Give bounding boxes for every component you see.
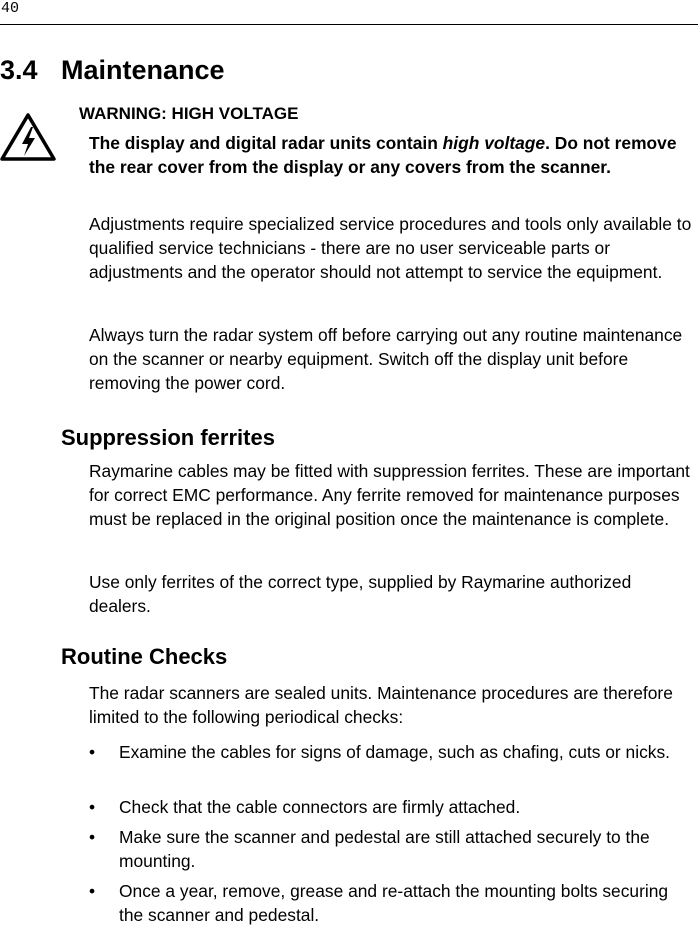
section-title-text: Maintenance: [61, 55, 225, 85]
list-item: [89, 740, 696, 764]
list-item: [89, 795, 696, 819]
warning-paragraph-2: Always turn the radar system off before carrying out any routine maintenance on the scanner or nearby equipment. Switch off the display unit before removing the power cord.: [89, 325, 683, 393]
bullet-symbol: •: [89, 827, 96, 847]
list-item: [89, 879, 696, 927]
suppression-paragraph-2: Use only ferrites of the correct type, supplied by Raymarine authorized dealers.: [89, 572, 632, 616]
page-number: 40: [1, 0, 20, 17]
routine-checks-heading: Routine Checks: [61, 644, 228, 669]
section-title: [0, 54, 225, 86]
list-item: [89, 825, 696, 873]
warning-emphasis: high voltage: [442, 133, 546, 153]
warning-statement-end: . Do not remove the rear cover from the display or any covers from the scanner.: [89, 133, 677, 177]
section-number: 3.4: [0, 55, 38, 85]
list-item-text: Check that the cable connectors are firmly attached.: [119, 797, 521, 817]
suppression-heading: Suppression ferrites: [61, 425, 275, 450]
list-item-text: Once a year, remove, grease and re-attach the mounting bolts securing the scanner and pedestal.: [119, 881, 669, 925]
bullet-symbol: •: [89, 881, 96, 901]
warning-paragraph-1: Adjustments require specialized service procedures and tools only available to qualified service technicians - there are no user serviceable parts or adjustments and the operator should not attempt to service the equipment.: [89, 214, 692, 282]
routine-intro: The radar scanners are sealed units. Maintenance procedures are therefore limited to the following periodical checks:: [89, 683, 673, 727]
list-item-text: Make sure the scanner and pedestal are still attached securely to the mounting.: [119, 827, 650, 871]
list-item-text: Examine the cables for signs of damage, such as chafing, cuts or nicks.: [119, 742, 670, 762]
warning-title: WARNING: HIGH VOLTAGE: [79, 104, 299, 123]
header-rule: [0, 24, 698, 25]
bullet-symbol: •: [89, 797, 96, 817]
warning-statement: [89, 131, 696, 179]
bullet-symbol: •: [89, 742, 96, 762]
high-voltage-warning-icon: [0, 112, 56, 162]
warning-statement-start: The display and digital radar units contain: [89, 133, 443, 153]
suppression-paragraph-1: Raymarine cables may be fitted with suppression ferrites. These are important for correct EMC performance. Any ferrite removed for maintenance purposes must be replaced in the original position once the maintenance is complete.: [89, 461, 690, 529]
